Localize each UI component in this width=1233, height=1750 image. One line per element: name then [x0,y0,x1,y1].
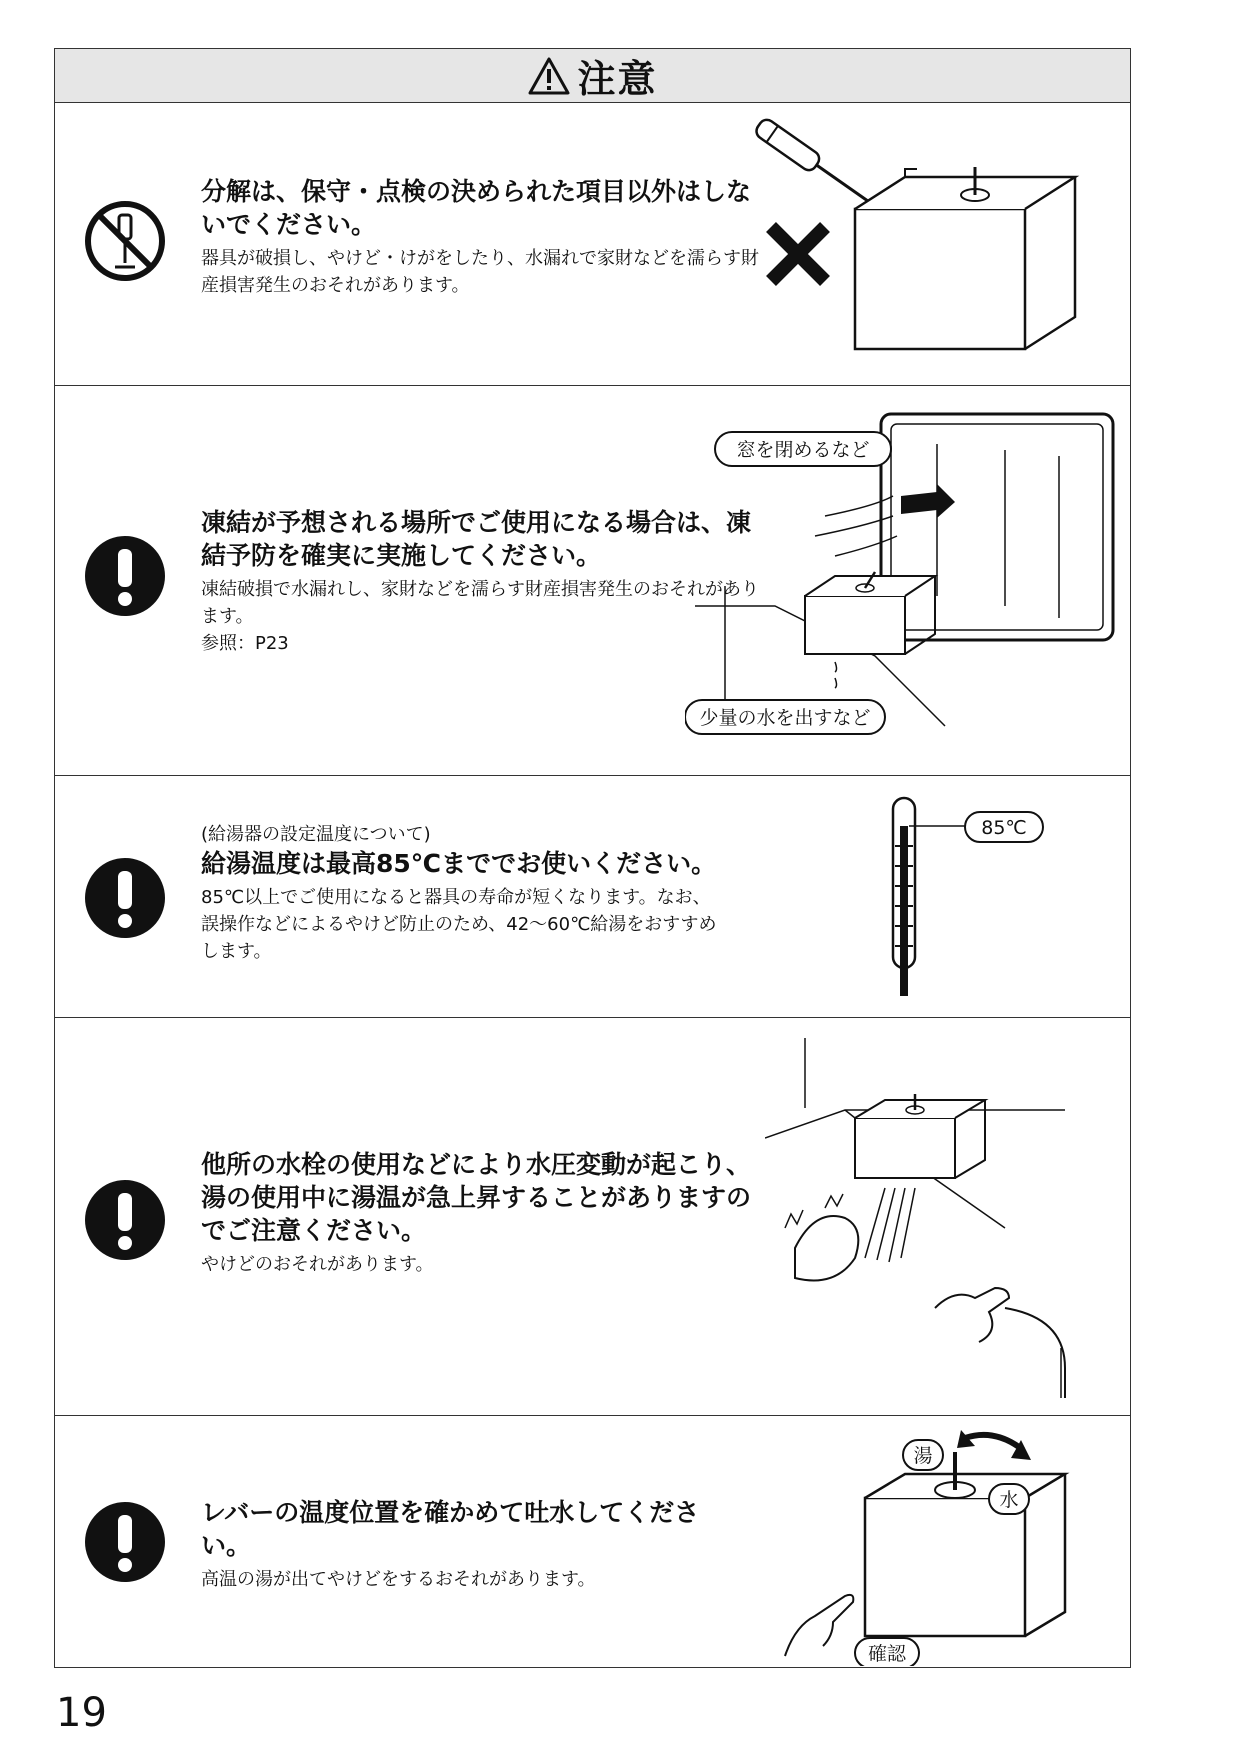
section-temperature [55,775,1130,1017]
caution-title: 注意 [577,57,658,101]
window-label: 窓を閉めるなど [736,439,870,461]
freeze-prevention-illustration [685,406,1125,766]
mandatory-icon [83,1178,167,1262]
page-number: 19 [56,1690,107,1736]
cold-label: 水 [999,1489,1019,1511]
pressure-change-illustration [765,1038,1115,1408]
section-heading: レバーの温度位置を確かめて吐水してください。 [201,1498,700,1560]
section-heading: 分解は、保守・点検の決められた項目以外はしないでください。 [201,177,752,239]
section-body: 器具が破損し、やけど・けがをしたり、水漏れで家財などを濡らす財産損害発生のおそれがあります。 [201,248,759,296]
thermometer-illustration [885,796,1105,996]
hot-label: 湯 [913,1445,933,1467]
mandatory-icon [83,856,167,940]
section-body: 85℃以上でご使用になると器具の寿命が短くなります。なお、誤操作などによるやけど防止のため、42〜60℃給湯をおすすめします。 [201,887,717,962]
check-label: 確認 [867,1643,907,1665]
section-pressure [55,1017,1130,1415]
temp-label: 85℃ [981,817,1027,839]
section-lever [55,1415,1130,1669]
mandatory-icon [83,534,167,618]
section-body: 高温の湯が出てやけどをするおそれがあります。 [201,1569,596,1590]
section-body: やけどのおそれがあります。 [201,1254,434,1275]
section-preface: (給湯器の設定温度について) [201,824,431,845]
caution-header [55,49,1130,103]
section-disassembly [55,103,1130,385]
section-body: 凍結破損で水漏れし、家財などを濡らす財産損害発生のおそれがあります。 [201,579,759,627]
section-heading: 給湯温度は最高85℃まででお使いください。 [201,849,717,878]
lever-check-illustration [775,1426,1115,1666]
caution-frame [54,48,1131,1668]
mandatory-icon [83,1500,167,1584]
water-label: 少量の水を出すなど [699,707,871,729]
section-heading: 他所の水栓の使用などにより水圧変動が起こり、湯の使用中に湯温が急上昇することがありますのでご注意ください。 [201,1150,752,1245]
warning-triangle-icon [527,56,571,96]
screwdriver-illustration [745,117,1115,357]
section-freeze [55,385,1130,775]
section-heading: 凍結が予想される場所でご使用になる場合は、凍結予防を確実に実施してください。 [201,508,752,570]
section-ref: 参照：P23 [201,633,289,654]
no-disassembly-icon [83,199,167,283]
